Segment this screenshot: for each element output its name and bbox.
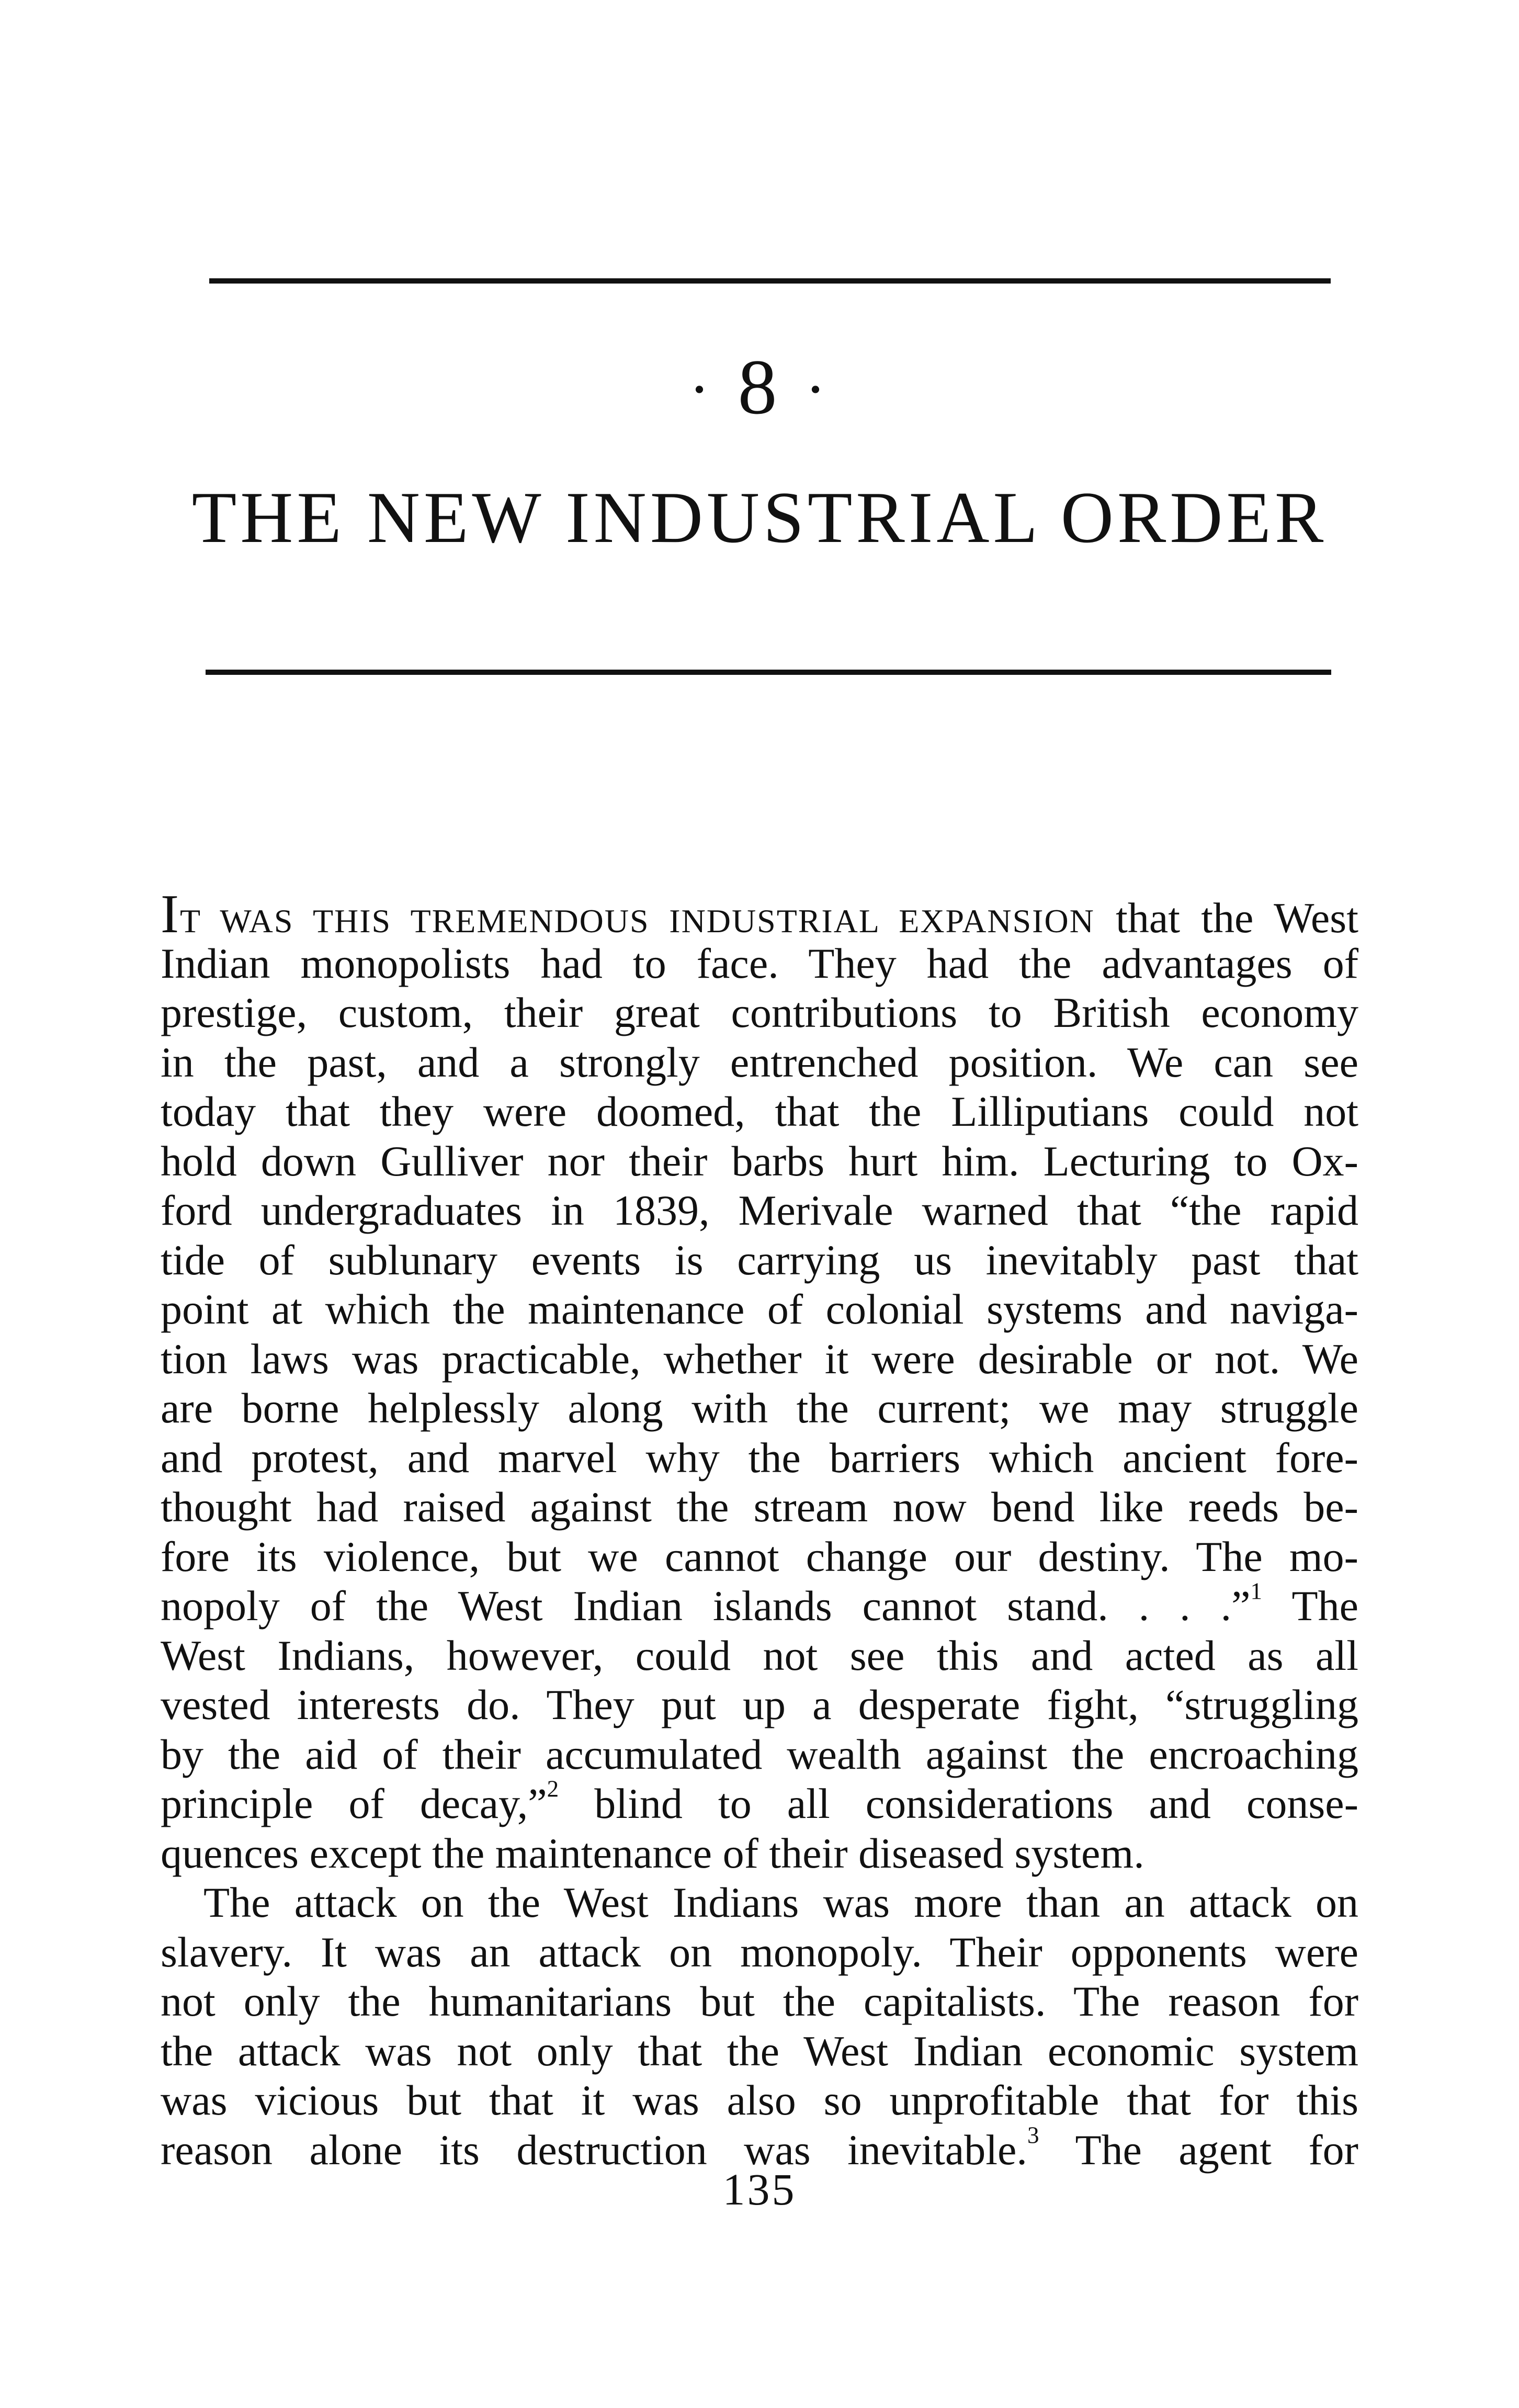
footnote-marker: 1 bbox=[1250, 1578, 1263, 1604]
text-line: prestige, custom, their great contributions to British economy bbox=[161, 989, 1358, 1036]
chapter-number-dot-left: · bbox=[689, 354, 714, 424]
text-line: the attack was not only that the West Indian economic system bbox=[161, 2027, 1358, 2075]
chapter-number bbox=[0, 340, 1519, 439]
text-line: are borne helplessly along with the current; we may struggle bbox=[161, 1384, 1358, 1432]
text-line bbox=[161, 1776, 1358, 1829]
text-line: West Indians, however, could not see this and acted as all bbox=[161, 1631, 1358, 1679]
footnote-marker: 2 bbox=[547, 1776, 559, 1802]
text-line: tion laws was practicable, whether it were desirable or not. We bbox=[161, 1335, 1358, 1383]
text-line-content: reason alone its destruction was inevitable. bbox=[161, 2126, 1027, 2174]
text-line-content: The bbox=[1262, 1582, 1358, 1630]
opening-smallcaps: T WAS THIS TREMENDOUS INDUSTRIAL EXPANSION bbox=[179, 902, 1095, 940]
text-line: by the aid of their accumulated wealth against the encroaching bbox=[161, 1730, 1358, 1778]
text-line: today that they were doomed, that the Lilliputians could not bbox=[161, 1088, 1358, 1135]
text-line: Indian monopolists had to face. They had the advantages of bbox=[161, 939, 1358, 987]
chapter-title: THE NEW INDUSTRIAL ORDER bbox=[191, 477, 1328, 558]
text-line: point at which the maintenance of colonial systems and naviga- bbox=[161, 1285, 1358, 1333]
text-line bbox=[161, 1578, 1358, 1631]
text-line: slavery. It was an attack on monopoly. Their opponents were bbox=[161, 1928, 1358, 1976]
page-number: 135 bbox=[722, 2164, 797, 2214]
text-line: vested interests do. They put up a desperate fight, “struggling bbox=[161, 1681, 1358, 1728]
text-line: hold down Gulliver nor their barbs hurt him. Lecturing to Ox- bbox=[161, 1137, 1358, 1185]
footnote-marker: 3 bbox=[1027, 2121, 1039, 2148]
text-line: and protest, and marvel why the barriers which ancient fore- bbox=[161, 1433, 1358, 1482]
text-line: in the past, and a strongly entrenched position. We can see bbox=[161, 1038, 1358, 1086]
text-line-content: principle of decay,” bbox=[161, 1780, 547, 1827]
text-line: thought had raised against the stream now bend like reeds be- bbox=[161, 1483, 1358, 1531]
text-line: ford undergraduates in 1839, Merivale warned that “the rapid bbox=[161, 1186, 1358, 1234]
text-line: not only the humanitarians but the capitalists. The reason for bbox=[161, 1977, 1358, 2025]
text-line-content: nopoly of the West Indian islands cannot stand. . . .” bbox=[161, 1582, 1251, 1630]
text-line-content: that the West bbox=[1094, 894, 1358, 942]
text-line: was vicious but that it was also so unprofitable that for this bbox=[161, 2076, 1358, 2124]
text-line-content: The agent for bbox=[1039, 2126, 1358, 2174]
text-line bbox=[161, 883, 1358, 944]
body-text bbox=[161, 883, 1358, 2175]
text-line: tide of sublunary events is carrying us inevitably past that bbox=[161, 1236, 1358, 1284]
chapter-rule-bottom bbox=[206, 670, 1331, 675]
chapter-number-value: 8 bbox=[738, 344, 781, 431]
chapter-rule-top bbox=[209, 278, 1331, 284]
text-line: fore its violence, but we cannot change our destiny. The mo- bbox=[161, 1532, 1358, 1580]
text-line-content: blind to all considerations and conse- bbox=[559, 1780, 1358, 1827]
opening-capital: I bbox=[161, 883, 180, 944]
text-line: The attack on the West Indians was more than an attack on bbox=[203, 1879, 1358, 1926]
chapter-number-dot-right: · bbox=[805, 354, 830, 424]
text-line: quences except the maintenance of their diseased system. bbox=[161, 1829, 1144, 1877]
